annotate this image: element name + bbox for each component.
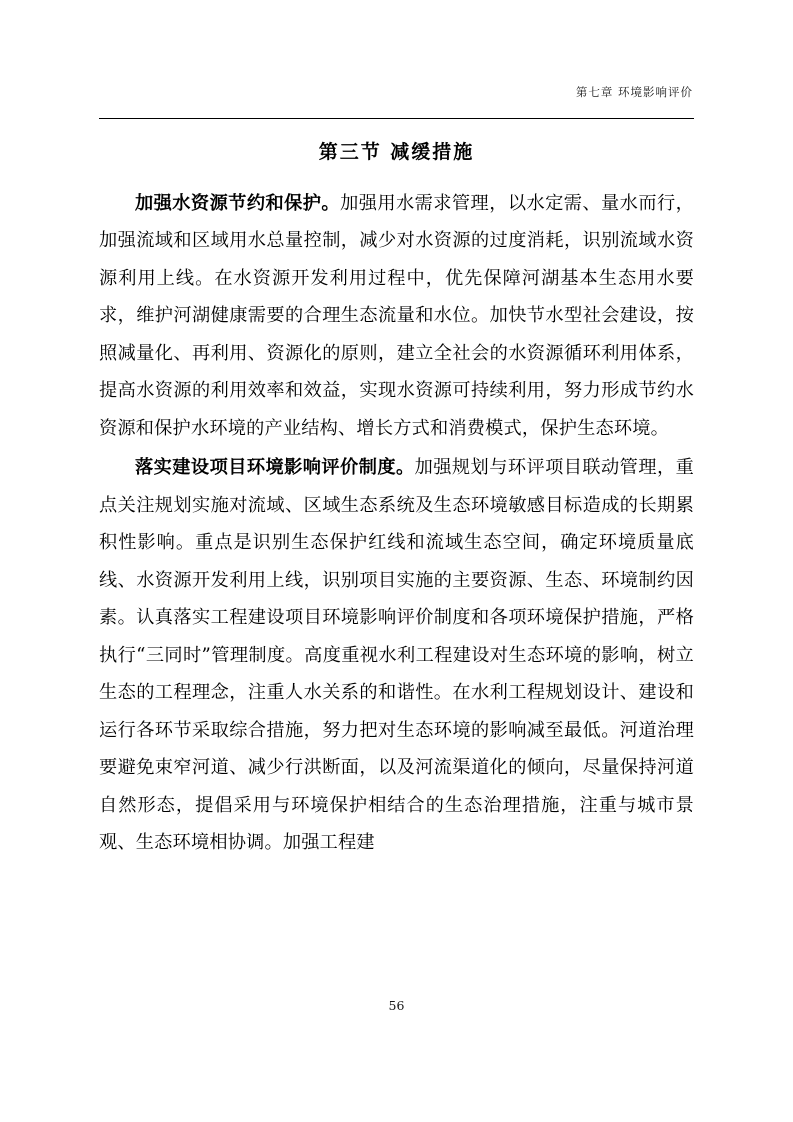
paragraph-1	[99, 185, 694, 448]
paragraph-2	[99, 449, 694, 862]
paragraph-2-body: 加强规划与环评项目联动管理，重点关注规划实施对流域、区域生态系统及生态环境敏感目标造成的长期累积性影响。重点是识别生态保护红线和流域生态空间，确定环境质量底线、水资源开发利用上线，识别项目实施的主要资源、生态、环境制约因素。认真落实工程建设项目环境影响评价制度和各项环境保护措施，严格执行“三同时”管理制度。高度重视水利工程建设对生态环境的影响，树立生态的工程理念，注重人水关系的和谐性。在水利工程规划设计、建设和运行各环节采取综合措施，努力把对生态环境的影响减至最低。河道治理要避免束窄河道、减少行洪断面，以及河流渠道化的倾向，尽量保持河道自然形态，提倡采用与环境保护相结合的生态治理措施，注重与城市景观、生态环境相协调。加强工程建	[99, 457, 694, 853]
page-number: 56	[388, 998, 405, 1013]
section-title: 第三节 减缓措施	[318, 141, 475, 163]
paragraph-1-lead: 加强水资源节约和保护。	[135, 192, 341, 214]
header-divider	[99, 118, 694, 119]
page-content	[99, 138, 694, 864]
paragraph-1-body: 加强用水需求管理，以水定需、量水而行，加强流域和区域用水总量控制，减少对水资源的过度消耗，识别流域水资源利用上线。在水资源开发利用过程中，优先保障河湖基本生态用水要求，维护河湖健康需要的合理生态流量和水位。加快节水型社会建设，按照减量化、再利用、资源化的原则，建立全社会的水资源循环利用体系，提高水资源的利用效率和效益，实现水资源可持续利用，努力形成节约水资源和保护水环境的产业结构、增长方式和消费模式，保护生态环境。	[99, 192, 694, 439]
paragraph-2-lead: 落实建设项目环境影响评价制度。	[135, 457, 415, 478]
running-head: 第七章 环境影响评价	[575, 85, 693, 99]
